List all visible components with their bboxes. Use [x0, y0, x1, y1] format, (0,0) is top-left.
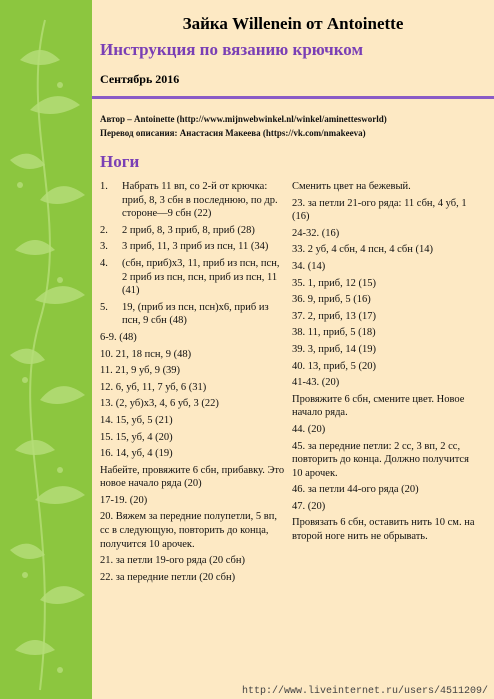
instruction-line: 6-9. (48)	[100, 331, 137, 343]
instruction-line: 20. Вяжем за передние полупетли, 5 вп, сс в следующую, повторить до конца, получится 10 арочек.	[100, 511, 277, 550]
instruction-line: Провяжите 6 сбн, смените цвет. Новое начало ряда.	[292, 393, 465, 419]
instruction-line: 16. 14, уб, 4 (19)	[100, 448, 173, 460]
instruction-line: 23. за петли 21-ого ряда: 11 сбн, 4 уб, 1 (16)	[292, 197, 467, 223]
section-title: Ноги	[100, 152, 140, 171]
instructions-right-column	[292, 180, 482, 547]
instruction-line: 33. 2 уб, 4 сбн, 4 псн, 4 сбн (14)	[292, 244, 433, 256]
instruction-line: 22. за передние петли (20 сбн)	[100, 571, 236, 583]
document-subtitle: Инструкция по вязанию крючком	[100, 40, 364, 59]
instruction-line: 17-19. (20)	[100, 494, 148, 506]
instruction-line: Сменить цвет на бежевый.	[292, 181, 411, 192]
instruction-line: 46. за петли 44-ого ряда (20)	[292, 484, 419, 496]
list-item: 3. 3 приб, 11, 3 приб из псн, 11 (34)	[100, 241, 269, 253]
document-title: Зайка Willenein от Antoinette	[182, 14, 404, 33]
translator-credit: Перевод описания: Анастасия Макеева (https://vk.com/nmakeeva)	[100, 128, 366, 138]
instruction-line: Набейте, провяжите 6 сбн, прибавку. Это новое начало ряда (20)	[100, 464, 285, 490]
source-url: http://www.liveinternet.ru/users/4511209/	[241, 686, 488, 697]
instruction-line: 10. 21, 18 псн, 9 (48)	[100, 348, 192, 360]
instruction-line: 40. 13, приб, 5 (20)	[292, 360, 376, 372]
instruction-line: 11. 21, 9 уб, 9 (39)	[100, 365, 181, 377]
author-credit: Автор – Antoinette (http://www.mijnwebwinkel.nl/winkel/aminettesworld)	[100, 114, 387, 124]
document-date: Сентябрь 2016	[100, 72, 180, 86]
instruction-line: 38. 11, приб, 5 (18)	[292, 327, 376, 339]
instruction-line: 41-43. (20)	[292, 377, 340, 389]
instruction-line: 36. 9, приб, 5 (16)	[292, 294, 371, 306]
instruction-line: 21. за петли 19-ого ряда (20 сбн)	[100, 555, 246, 567]
instruction-line: 45. за передние петли: 2 сс, 3 вп, 2 сс, повторить до конца. Должно получится 10 арочек.	[292, 440, 469, 479]
list-item: 4. (сбн, приб)х3, 11, приб из псн, псн, 2 приб из псн, псн, приб из псн, 11 (41)	[100, 257, 280, 297]
instruction-line: 37. 2, приб, 13 (17)	[292, 310, 376, 322]
instruction-line: 44. (20)	[292, 423, 326, 435]
credits-block	[100, 112, 387, 140]
instruction-line: 47. (20)	[292, 500, 326, 512]
floral-ornament-icon	[0, 0, 92, 699]
list-item: 1. Набрать 11 вп, со 2-й от крючка: приб, 8, 3 сбн в последнюю, по др. стороне—9 сбн (22)	[100, 181, 278, 220]
list-item: 2. 2 приб, 8, 3 приб, 8, приб (28)	[100, 224, 255, 236]
instruction-line: 15. 15, уб, 4 (20)	[100, 431, 173, 443]
instructions-left-column	[100, 180, 286, 587]
instruction-line: 13. (2, уб)х3, 4, 6 уб, 3 (22)	[100, 398, 219, 410]
instruction-line: 12. 6, уб, 11, 7 уб, 6 (31)	[100, 381, 207, 393]
instruction-line: 39. 3, приб, 14 (19)	[292, 343, 376, 355]
instruction-line: 35. 1, приб, 12 (15)	[292, 277, 376, 289]
instruction-line: 24-32. (16)	[292, 227, 340, 239]
instruction-line: 34. (14)	[292, 260, 326, 272]
list-item: 5. 19, (приб из псн, псн)х6, приб из псн, 9 сбн (48)	[100, 301, 269, 327]
instruction-line: 14. 15, уб, 5 (21)	[100, 414, 173, 426]
instruction-line: Провязать 6 сбн, оставить нить 10 см. на второй ноге нить не обрывать.	[292, 517, 475, 543]
header-divider	[92, 96, 494, 99]
